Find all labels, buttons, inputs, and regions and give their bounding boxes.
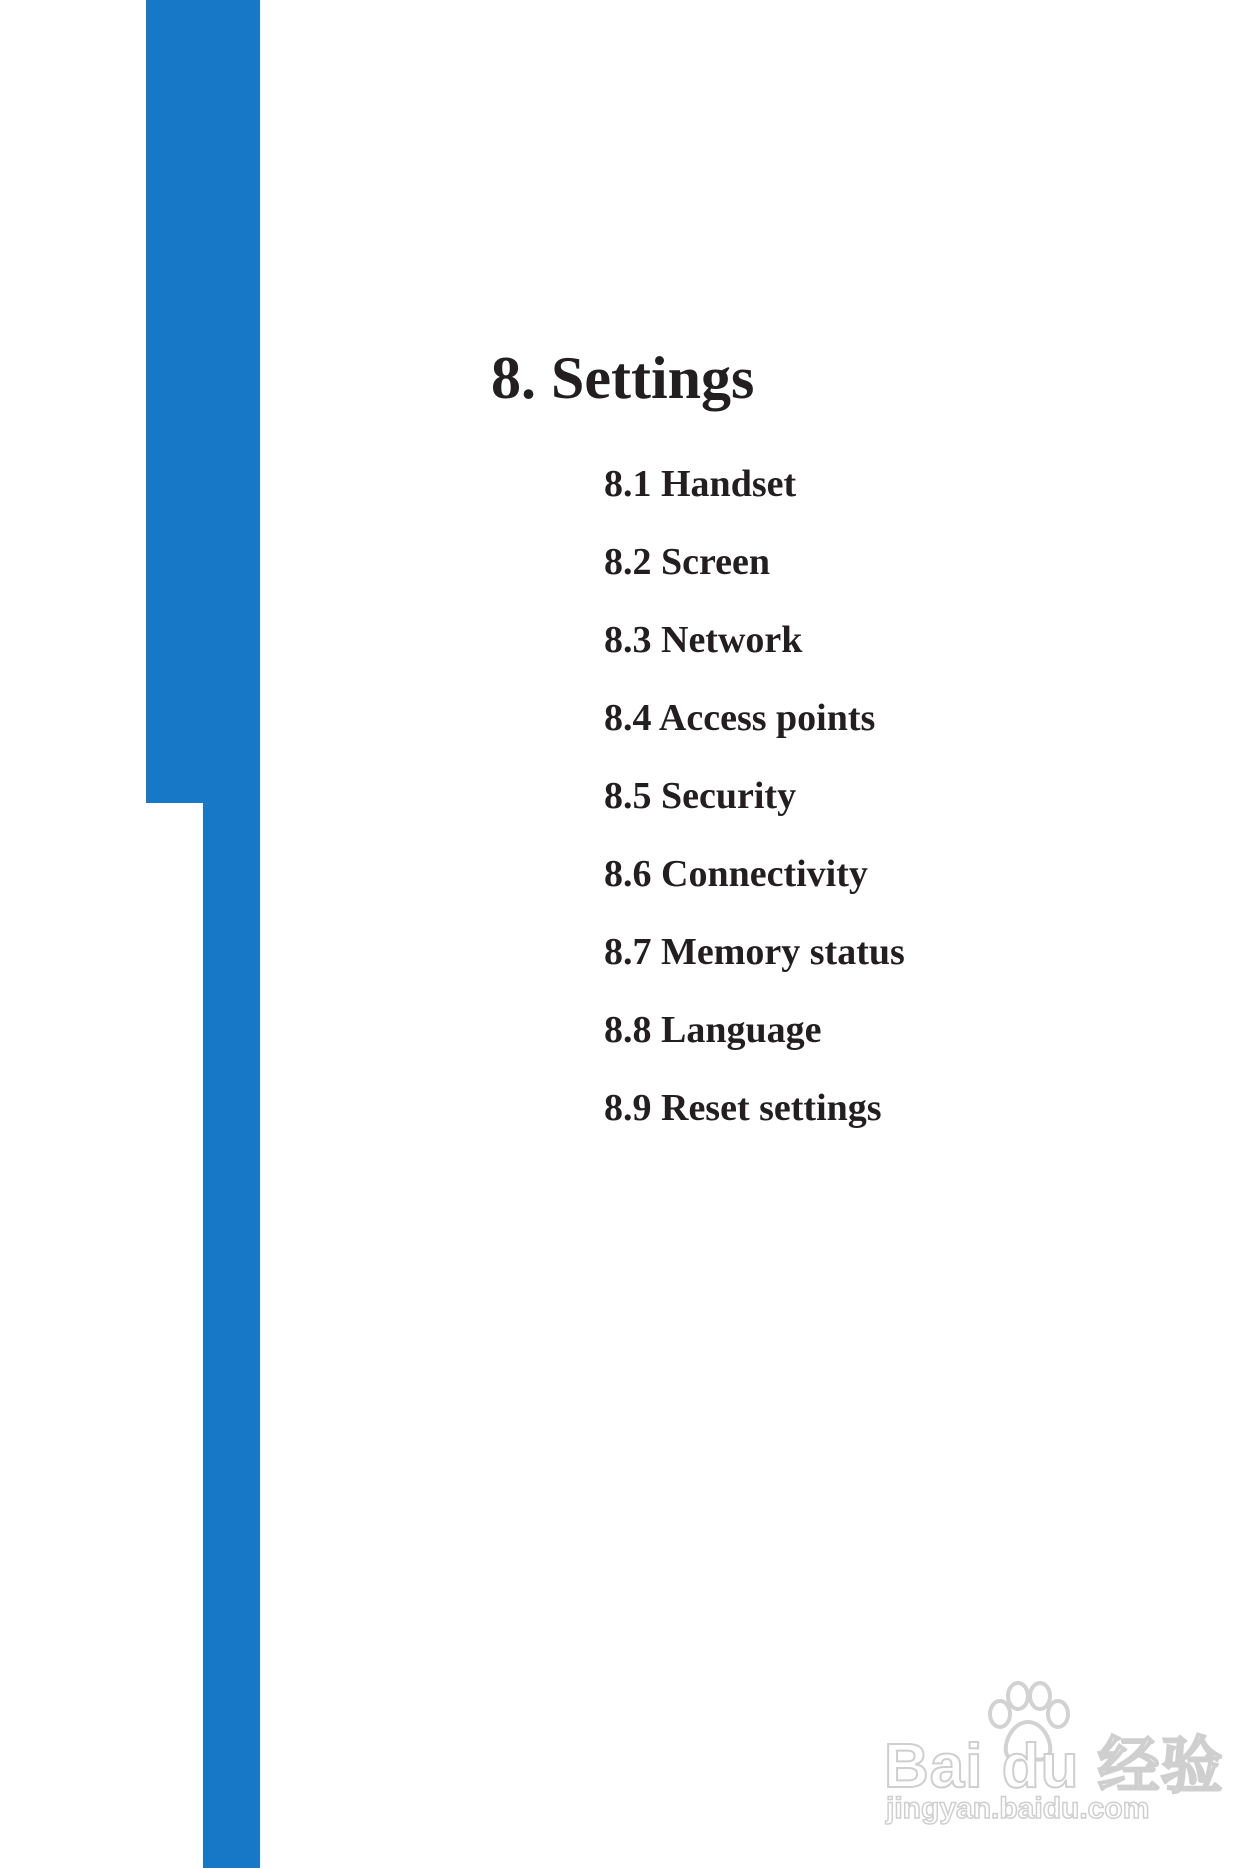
toc-item-security: 8.5 Security (604, 775, 797, 817)
accent-bar-bottom (203, 803, 260, 1868)
accent-bar-top (146, 0, 260, 803)
toc-item-memory-status: 8.7 Memory status (604, 931, 905, 973)
toc-item-reset-settings: 8.9 Reset settings (604, 1087, 882, 1129)
toc-item-network: 8.3 Network (604, 619, 803, 661)
toc-item-access-points: 8.4 Access points (604, 697, 876, 739)
watermark-url: jingyan.baidu.com (886, 1792, 1150, 1825)
toc-item-language: 8.8 Language (604, 1009, 822, 1051)
baidu-watermark (884, 1680, 1224, 1830)
toc-list (604, 459, 905, 1161)
toc-item-handset: 8.1 Handset (604, 463, 797, 505)
toc-item-screen: 8.2 Screen (604, 541, 771, 583)
chapter-title: 8. Settings (491, 345, 755, 411)
watermark-brand: Bai du 经验 (884, 1732, 1224, 1801)
toc-item-connectivity: 8.6 Connectivity (604, 853, 868, 895)
